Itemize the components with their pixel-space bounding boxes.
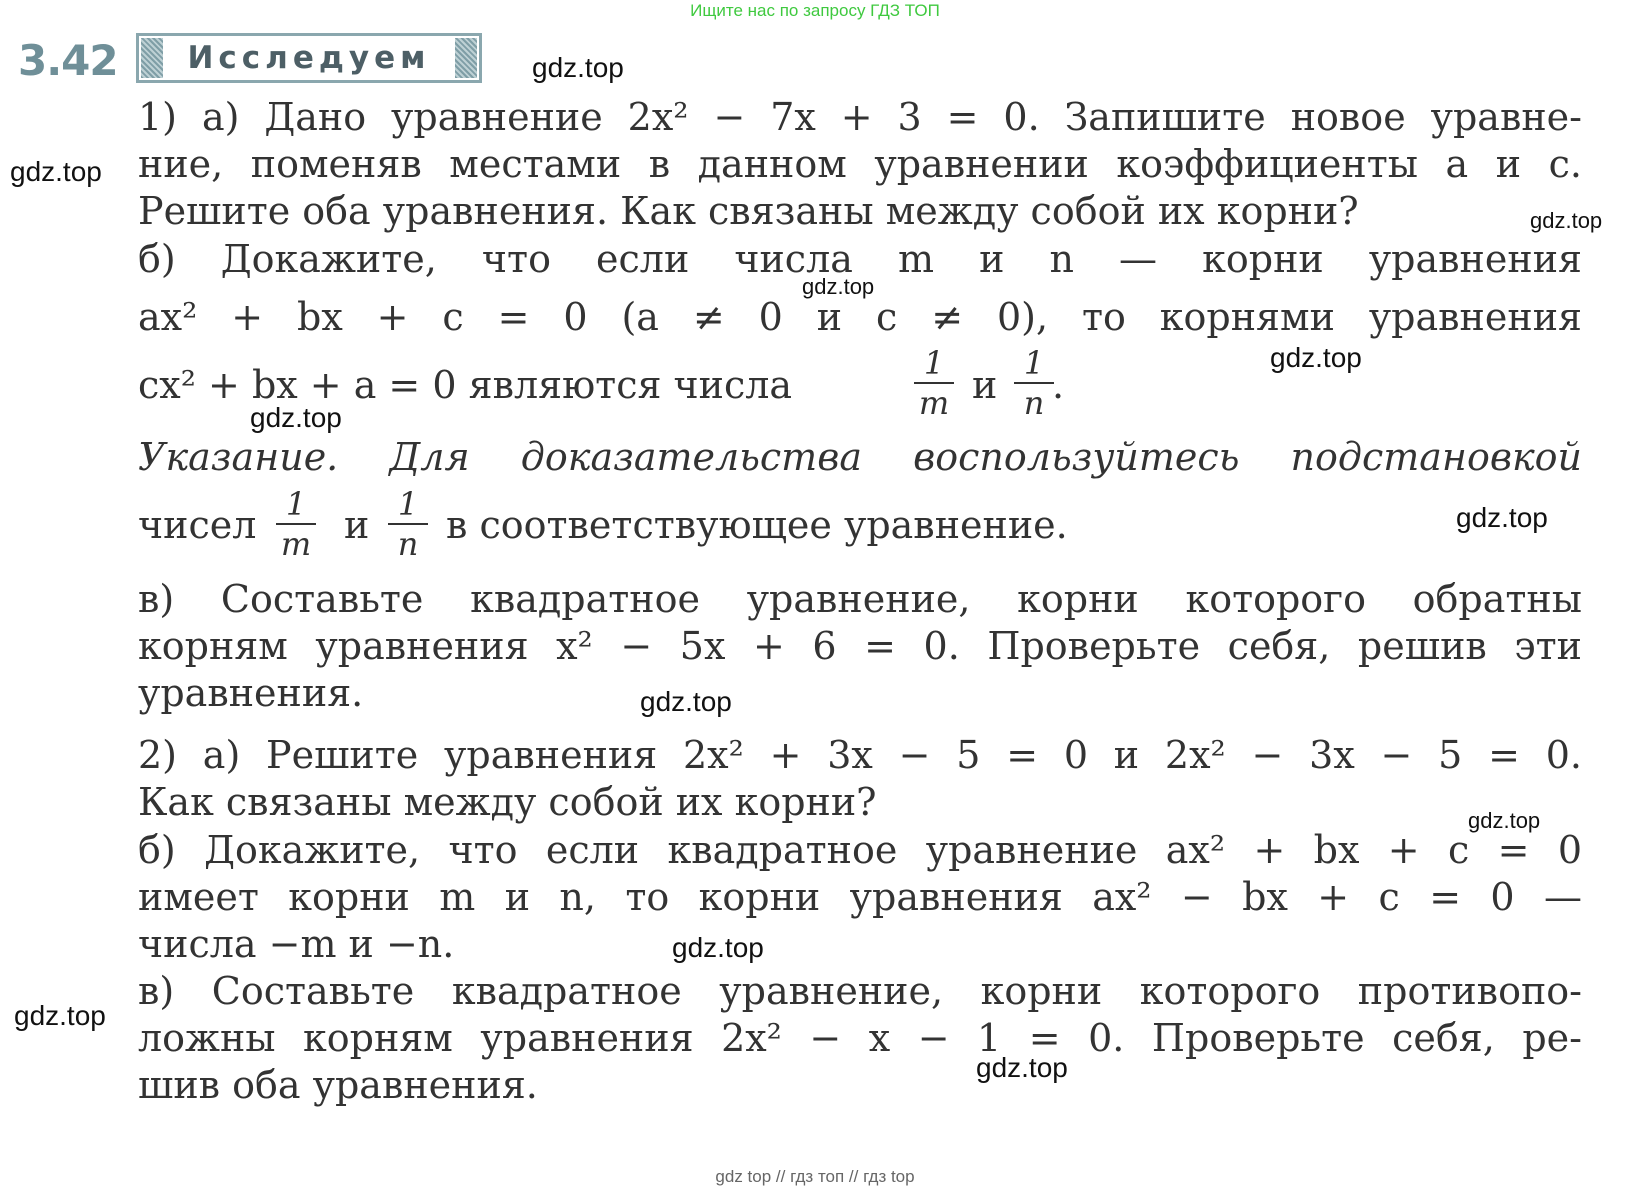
watermark: gdz.top (1270, 342, 1362, 373)
text-line: Решите оба уравнения. Как связаны между собой их корни? (138, 189, 1359, 233)
text-line: ние, поменяв местами в данном уравнении коэффициенты a и c. (138, 142, 1582, 186)
text-fragment: чисел (138, 503, 257, 547)
watermark: gdz.top (640, 686, 732, 717)
numerator: 1 (923, 344, 945, 382)
denominator: n (1023, 384, 1045, 422)
fraction-1-over-m (276, 487, 316, 561)
exercise-number: 3.42 (18, 36, 118, 85)
denominator: n (397, 525, 419, 563)
denominator: m (280, 525, 312, 563)
watermark: gdz.top (10, 156, 102, 187)
section-title: Исследуем (187, 40, 431, 76)
text-line: в) Составьте квадратное уравнение, корни которого противопо- (138, 969, 1582, 1013)
watermark: gdz.top (1530, 208, 1603, 233)
footer-watermark: gdz top // гдз топ // гдз top (715, 1167, 915, 1186)
text-fragment: в соответствующее уравнение. (446, 503, 1068, 547)
numerator: 1 (285, 485, 307, 523)
text-line: б) Докажите, что если числа m и n — корни уравнения (138, 237, 1582, 281)
text-line: cx² + bx + a = 0 являются числа (138, 363, 793, 407)
text-line: шив оба уравнения. (138, 1063, 538, 1107)
text-line: Как связаны между собой их корни? (138, 780, 877, 824)
fraction-1-over-n (1014, 346, 1054, 420)
denominator: m (918, 384, 950, 422)
text-line: числа −m и −n. (138, 922, 455, 966)
text-line: 1) а) Дано уравнение 2x² − 7x + 3 = 0. Запишите новое уравне- (138, 95, 1582, 139)
fraction-1-over-n (388, 487, 428, 561)
text-line: корням уравнения x² − 5x + 6 = 0. Проверьте себя, решив эти (138, 624, 1582, 668)
top-banner: Ищите нас по запросу ГДЗ ТОП (690, 1, 940, 20)
fraction-1-over-m (914, 346, 954, 420)
watermark: gdz.top (802, 274, 875, 299)
text-line: в) Составьте квадратное уравнение, корни которого обратны (138, 577, 1582, 621)
numerator: 1 (1023, 344, 1045, 382)
text-line: ax² + bx + c = 0 (a ≠ 0 и c ≠ 0), то корнями уравнения (138, 295, 1582, 339)
numerator: 1 (397, 485, 419, 523)
conjunction: и (972, 363, 998, 407)
watermark: gdz.top (672, 932, 764, 963)
watermark: gdz.top (250, 402, 342, 433)
watermark: gdz.top (1468, 808, 1541, 833)
watermark: gdz.top (532, 52, 624, 83)
period: . (1052, 363, 1065, 407)
watermark: gdz.top (976, 1052, 1068, 1083)
text-line: 2) а) Решите уравнения 2x² + 3x − 5 = 0 и 2x² − 3x − 5 = 0. (138, 733, 1582, 777)
text-line: уравнения. (138, 671, 364, 715)
section-badge (136, 33, 482, 83)
watermark: gdz.top (1456, 502, 1548, 533)
hint-line: Указание. Для доказательства воспользуйтесь подстановкой (138, 435, 1582, 479)
text-line: б) Докажите, что если квадратное уравнение ax² + bx + c = 0 (138, 828, 1582, 872)
watermark: gdz.top (14, 1000, 106, 1031)
text-line: имеет корни m и n, то корни уравнения ax² − bx + c = 0 — (138, 875, 1582, 919)
text-line: ложны корням уравнения 2x² − x − 1 = 0. Проверьте себя, ре- (138, 1016, 1582, 1060)
text-fragment: и (344, 503, 370, 547)
